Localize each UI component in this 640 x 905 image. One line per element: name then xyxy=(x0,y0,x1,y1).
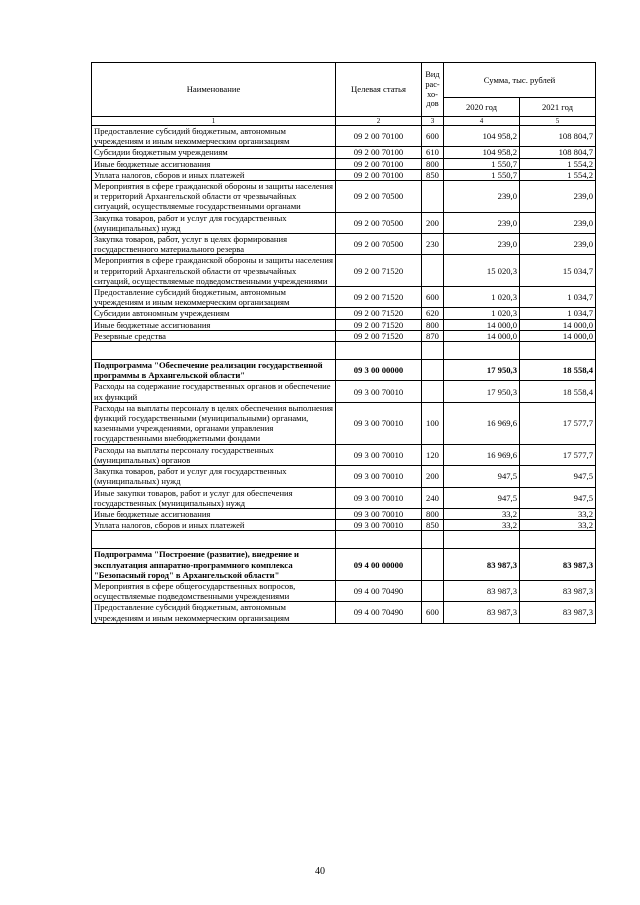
row-name: Предоставление субсидий бюджетным, автономным учреждениям и иным некоммерческим организациям xyxy=(92,602,336,623)
header-target-article: Целевая статья xyxy=(336,63,422,117)
table-row xyxy=(92,147,596,158)
row-expense-type: 800 xyxy=(422,158,444,169)
row-name: Мероприятия в сфере общегосударственных вопросов, осуществляемые подведомственными учреждениями xyxy=(92,580,336,601)
row-name: Подпрограмма "Построение (развитие), внедрение и эксплуатация аппаратно-программного комплекса "Безопасный город" в Архангельской области" xyxy=(92,549,336,581)
table-row xyxy=(92,234,596,255)
row-target-article: 09 2 00 70500 xyxy=(336,212,422,233)
row-amount-2021 xyxy=(520,531,596,549)
row-name: Субсидии бюджетным учреждениям xyxy=(92,147,336,158)
row-expense-type xyxy=(422,342,444,360)
row-amount-2021: 83 987,3 xyxy=(520,580,596,601)
row-target-article: 09 2 00 71520 xyxy=(336,255,422,287)
row-target-article: 09 2 00 70100 xyxy=(336,147,422,158)
row-expense-type xyxy=(422,549,444,581)
row-expense-type: 230 xyxy=(422,234,444,255)
row-amount-2021: 14 000,0 xyxy=(520,330,596,341)
table-row xyxy=(92,330,596,341)
header-year-2021: 2021 год xyxy=(520,98,596,117)
row-target-article: 09 3 00 00000 xyxy=(336,360,422,381)
row-expense-type: 600 xyxy=(422,287,444,308)
row-target-article: 09 4 00 00000 xyxy=(336,549,422,581)
table-row xyxy=(92,287,596,308)
row-amount-2020: 33,2 xyxy=(444,508,520,519)
row-amount-2020: 83 987,3 xyxy=(444,580,520,601)
row-target-article: 09 2 00 71520 xyxy=(336,287,422,308)
row-amount-2020: 83 987,3 xyxy=(444,602,520,623)
row-expense-type: 610 xyxy=(422,147,444,158)
row-amount-2021: 14 000,0 xyxy=(520,319,596,330)
row-target-article: 09 2 00 70100 xyxy=(336,169,422,180)
row-name: Мероприятия в сфере гражданской обороны и защиты населения и территорий Архангельской области от чрезвычайных ситуаций, осуществляемые подведомственными учреждениями xyxy=(92,255,336,287)
row-amount-2021 xyxy=(520,342,596,360)
column-number: 2 xyxy=(336,117,422,126)
row-amount-2020 xyxy=(444,342,520,360)
subprogram-row xyxy=(92,360,596,381)
budget-table xyxy=(91,62,596,624)
row-name: Иные бюджетные ассигнования xyxy=(92,158,336,169)
row-amount-2020: 1 020,3 xyxy=(444,287,520,308)
row-target-article: 09 3 00 70010 xyxy=(336,381,422,402)
subprogram-row xyxy=(92,549,596,581)
row-target-article: 09 3 00 70010 xyxy=(336,487,422,508)
row-expense-type: 100 xyxy=(422,402,444,444)
row-amount-2021: 947,5 xyxy=(520,487,596,508)
header-year-2020: 2020 год xyxy=(444,98,520,117)
row-amount-2020: 16 969,6 xyxy=(444,402,520,444)
row-name: Мероприятия в сфере гражданской обороны и защиты населения и территорий Архангельской области от чрезвычайных ситуаций, осуществляемые государственными органами xyxy=(92,181,336,213)
row-amount-2021: 239,0 xyxy=(520,181,596,213)
row-amount-2021: 17 577,7 xyxy=(520,444,596,465)
row-amount-2020: 17 950,3 xyxy=(444,360,520,381)
row-amount-2020: 16 969,6 xyxy=(444,444,520,465)
table-row xyxy=(92,158,596,169)
row-amount-2021: 18 558,4 xyxy=(520,360,596,381)
row-amount-2021: 83 987,3 xyxy=(520,549,596,581)
row-expense-type: 200 xyxy=(422,212,444,233)
row-target-article xyxy=(336,342,422,360)
row-amount-2021: 947,5 xyxy=(520,466,596,487)
table-row xyxy=(92,520,596,531)
header-expense-type: Вид рас-хо-дов xyxy=(422,63,444,117)
row-name: Иные бюджетные ассигнования xyxy=(92,508,336,519)
row-amount-2020: 15 020,3 xyxy=(444,255,520,287)
row-amount-2021: 83 987,3 xyxy=(520,602,596,623)
row-name: Субсидии автономным учреждениям xyxy=(92,308,336,319)
row-name: Расходы на выплаты персоналу государственных (муниципальных) органов xyxy=(92,444,336,465)
column-number: 1 xyxy=(92,117,336,126)
row-target-article: 09 2 00 70100 xyxy=(336,126,422,147)
row-expense-type xyxy=(422,531,444,549)
row-target-article: 09 2 00 71520 xyxy=(336,330,422,341)
spacer-row xyxy=(92,342,596,360)
row-name xyxy=(92,531,336,549)
row-amount-2020: 17 950,3 xyxy=(444,381,520,402)
row-expense-type: 200 xyxy=(422,466,444,487)
row-expense-type xyxy=(422,255,444,287)
column-number: 3 xyxy=(422,117,444,126)
table-row xyxy=(92,466,596,487)
column-number: 5 xyxy=(520,117,596,126)
row-amount-2021: 33,2 xyxy=(520,508,596,519)
row-amount-2020: 947,5 xyxy=(444,487,520,508)
row-amount-2021: 1 554,2 xyxy=(520,169,596,180)
row-amount-2021: 18 558,4 xyxy=(520,381,596,402)
table-row xyxy=(92,444,596,465)
row-amount-2020: 239,0 xyxy=(444,212,520,233)
row-amount-2021: 1 034,7 xyxy=(520,308,596,319)
row-name: Резервные средства xyxy=(92,330,336,341)
table-row xyxy=(92,126,596,147)
row-name xyxy=(92,342,336,360)
row-amount-2021: 108 804,7 xyxy=(520,126,596,147)
table-row xyxy=(92,212,596,233)
row-amount-2020: 104 958,2 xyxy=(444,126,520,147)
spacer-row xyxy=(92,531,596,549)
row-amount-2021: 1 034,7 xyxy=(520,287,596,308)
table-row xyxy=(92,487,596,508)
row-name: Предоставление субсидий бюджетным, автономным учреждениям и иным некоммерческим организациям xyxy=(92,126,336,147)
header-name: Наименование xyxy=(92,63,336,117)
row-target-article: 09 3 00 70010 xyxy=(336,444,422,465)
table-row xyxy=(92,580,596,601)
row-amount-2020: 104 958,2 xyxy=(444,147,520,158)
row-expense-type: 850 xyxy=(422,520,444,531)
row-target-article: 09 4 00 70490 xyxy=(336,580,422,601)
column-number: 4 xyxy=(444,117,520,126)
row-name: Закупка товаров, работ, услуг в целях формирования государственного материального резерва xyxy=(92,234,336,255)
row-amount-2020: 947,5 xyxy=(444,466,520,487)
table-row xyxy=(92,508,596,519)
row-expense-type xyxy=(422,381,444,402)
row-amount-2020: 1 550,7 xyxy=(444,158,520,169)
row-target-article: 09 2 00 71520 xyxy=(336,319,422,330)
table-row xyxy=(92,181,596,213)
row-name: Закупка товаров, работ и услуг для государственных (муниципальных) нужд xyxy=(92,466,336,487)
row-amount-2020 xyxy=(444,531,520,549)
header-sum: Сумма, тыс. рублей xyxy=(444,63,596,98)
row-amount-2021: 239,0 xyxy=(520,212,596,233)
row-target-article: 09 2 00 70500 xyxy=(336,234,422,255)
table-row xyxy=(92,402,596,444)
table-row xyxy=(92,319,596,330)
table-body xyxy=(92,126,596,624)
row-name: Иные закупки товаров, работ и услуг для обеспечения государственных (муниципальных) нужд xyxy=(92,487,336,508)
table-row xyxy=(92,308,596,319)
row-name: Расходы на содержание государственных органов и обеспечение их функций xyxy=(92,381,336,402)
table-row xyxy=(92,169,596,180)
row-target-article: 09 2 00 71520 xyxy=(336,308,422,319)
row-name: Расходы на выплаты персоналу в целях обеспечения выполнения функций государственными (муниципальными) органами, казенными учреждениями, органами управления государственными внебюджетными фондами xyxy=(92,402,336,444)
row-name: Подпрограмма "Обеспечение реализации государственной программы в Архангельской области" xyxy=(92,360,336,381)
row-target-article xyxy=(336,531,422,549)
row-expense-type: 620 xyxy=(422,308,444,319)
row-target-article: 09 2 00 70500 xyxy=(336,181,422,213)
row-amount-2020: 239,0 xyxy=(444,234,520,255)
row-target-article: 09 3 00 70010 xyxy=(336,508,422,519)
row-target-article: 09 3 00 70010 xyxy=(336,402,422,444)
row-expense-type: 850 xyxy=(422,169,444,180)
row-name: Иные бюджетные ассигнования xyxy=(92,319,336,330)
row-amount-2020: 14 000,0 xyxy=(444,319,520,330)
row-amount-2020: 33,2 xyxy=(444,520,520,531)
row-target-article: 09 4 00 70490 xyxy=(336,602,422,623)
table-row xyxy=(92,255,596,287)
row-expense-type: 870 xyxy=(422,330,444,341)
row-target-article: 09 3 00 70010 xyxy=(336,520,422,531)
row-amount-2021: 33,2 xyxy=(520,520,596,531)
row-amount-2021: 239,0 xyxy=(520,234,596,255)
row-amount-2020: 83 987,3 xyxy=(444,549,520,581)
row-expense-type: 800 xyxy=(422,319,444,330)
row-expense-type: 240 xyxy=(422,487,444,508)
row-expense-type: 800 xyxy=(422,508,444,519)
row-expense-type: 600 xyxy=(422,602,444,623)
row-expense-type: 600 xyxy=(422,126,444,147)
table-row xyxy=(92,602,596,623)
row-amount-2020: 1 550,7 xyxy=(444,169,520,180)
row-amount-2020: 239,0 xyxy=(444,181,520,213)
row-expense-type xyxy=(422,580,444,601)
row-target-article: 09 2 00 70100 xyxy=(336,158,422,169)
row-name: Закупка товаров, работ и услуг для государственных (муниципальных) нужд xyxy=(92,212,336,233)
row-amount-2020: 1 020,3 xyxy=(444,308,520,319)
row-amount-2021: 108 804,7 xyxy=(520,147,596,158)
row-target-article: 09 3 00 70010 xyxy=(336,466,422,487)
row-amount-2021: 17 577,7 xyxy=(520,402,596,444)
row-amount-2021: 15 034,7 xyxy=(520,255,596,287)
row-expense-type: 120 xyxy=(422,444,444,465)
row-expense-type xyxy=(422,181,444,213)
row-name: Уплата налогов, сборов и иных платежей xyxy=(92,169,336,180)
row-name: Уплата налогов, сборов и иных платежей xyxy=(92,520,336,531)
page-number: 40 xyxy=(315,866,325,877)
table-row xyxy=(92,381,596,402)
row-expense-type xyxy=(422,360,444,381)
row-name: Предоставление субсидий бюджетным, автономным учреждениям и иным некоммерческим организациям xyxy=(92,287,336,308)
row-amount-2020: 14 000,0 xyxy=(444,330,520,341)
row-amount-2021: 1 554,2 xyxy=(520,158,596,169)
